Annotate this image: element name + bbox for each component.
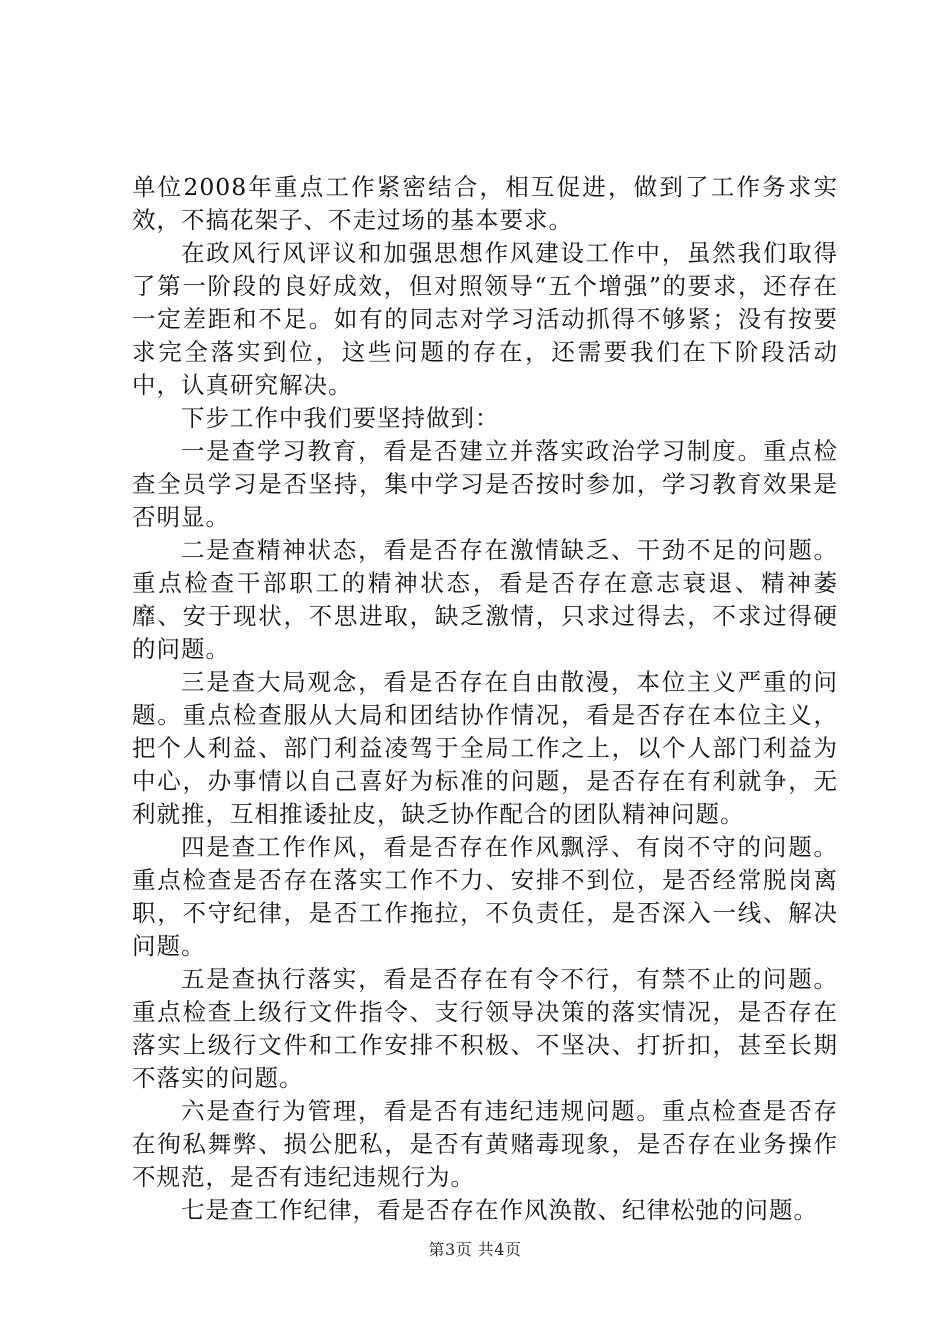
paragraph-item-3: 三是查大局观念，看是否存在自由散漫，本位主义严重的问题。重点检查服从大局和团结协作情况，看是否存在本位主义，把个人利益、部门利益凌驾于全局工作之上，以个人部门利益为中心，办事情以自己喜好为标准的问题，是否存在有利就争，无利就推，互相推诿扯皮，缺乏协作配合的团队精神问题。 [132,668,838,828]
paragraph-item-4: 四是查工作作风，看是否存在作风飘浮、有岗不守的问题。重点检查是否存在落实工作不力、安排不到位，是否经常脱岗离职，不守纪律，是否工作拖拉，不负责任，是否深入一线、解决问题。 [132,833,838,960]
document-body [132,171,838,1227]
paragraph-item-7: 七是查工作纪律，看是否存在作风涣散、纪律松弛的问题。 [181,1196,818,1224]
paragraph-item-1: 一是查学习教育，看是否建立并落实政治学习制度。重点检查全员学习是否坚持，集中学习是否按时参加，学习教育效果是否明显。 [132,437,838,531]
paragraph-shortcomings: 在政风行风评议和加强思想作风建设工作中，虽然我们取得了第一阶段的良好成效，但对照领导“五个增强”的要求，还存在一定差距和不足。如有的同志对学习活动抓得不够紧；没有按要求完全落实到位，这些问题的存在，还需要我们在下阶段活动中，认真研究解决。 [132,239,838,399]
paragraph-continuation: 单位2008年重点工作紧密结合，相互促进，做到了工作务求实效，不搞花架子、不走过场的基本要求。 [132,173,838,234]
paragraph-item-2: 二是查精神状态，看是否存在激情缺乏、干劲不足的问题。重点检查干部职工的精神状态，看是否存在意志衰退、精神萎靡、安于现状，不思进取，缺乏激情，只求过得去，不求过得硬的问题。 [132,536,838,663]
paragraph-next-steps-intro: 下步工作中我们要坚持做到： [181,404,500,432]
paragraph-item-5: 五是查执行落实，看是否存在有令不行，有禁不止的问题。重点检查上级行文件指令、支行领导决策的落实情况，是否存在落实上级行文件和工作安排不积极、不坚决、打折扣，甚至长期不落实的问题。 [132,965,838,1092]
paragraph-item-6: 六是查行为管理，看是否有违纪违规问题。重点检查是否存在徇私舞弊、损公肥私，是否有黄赌毒现象，是否存在业务操作不规范，是否有违纪违规行为。 [132,1097,838,1191]
page-footer: 第3页 共4页 [428,1240,522,1259]
